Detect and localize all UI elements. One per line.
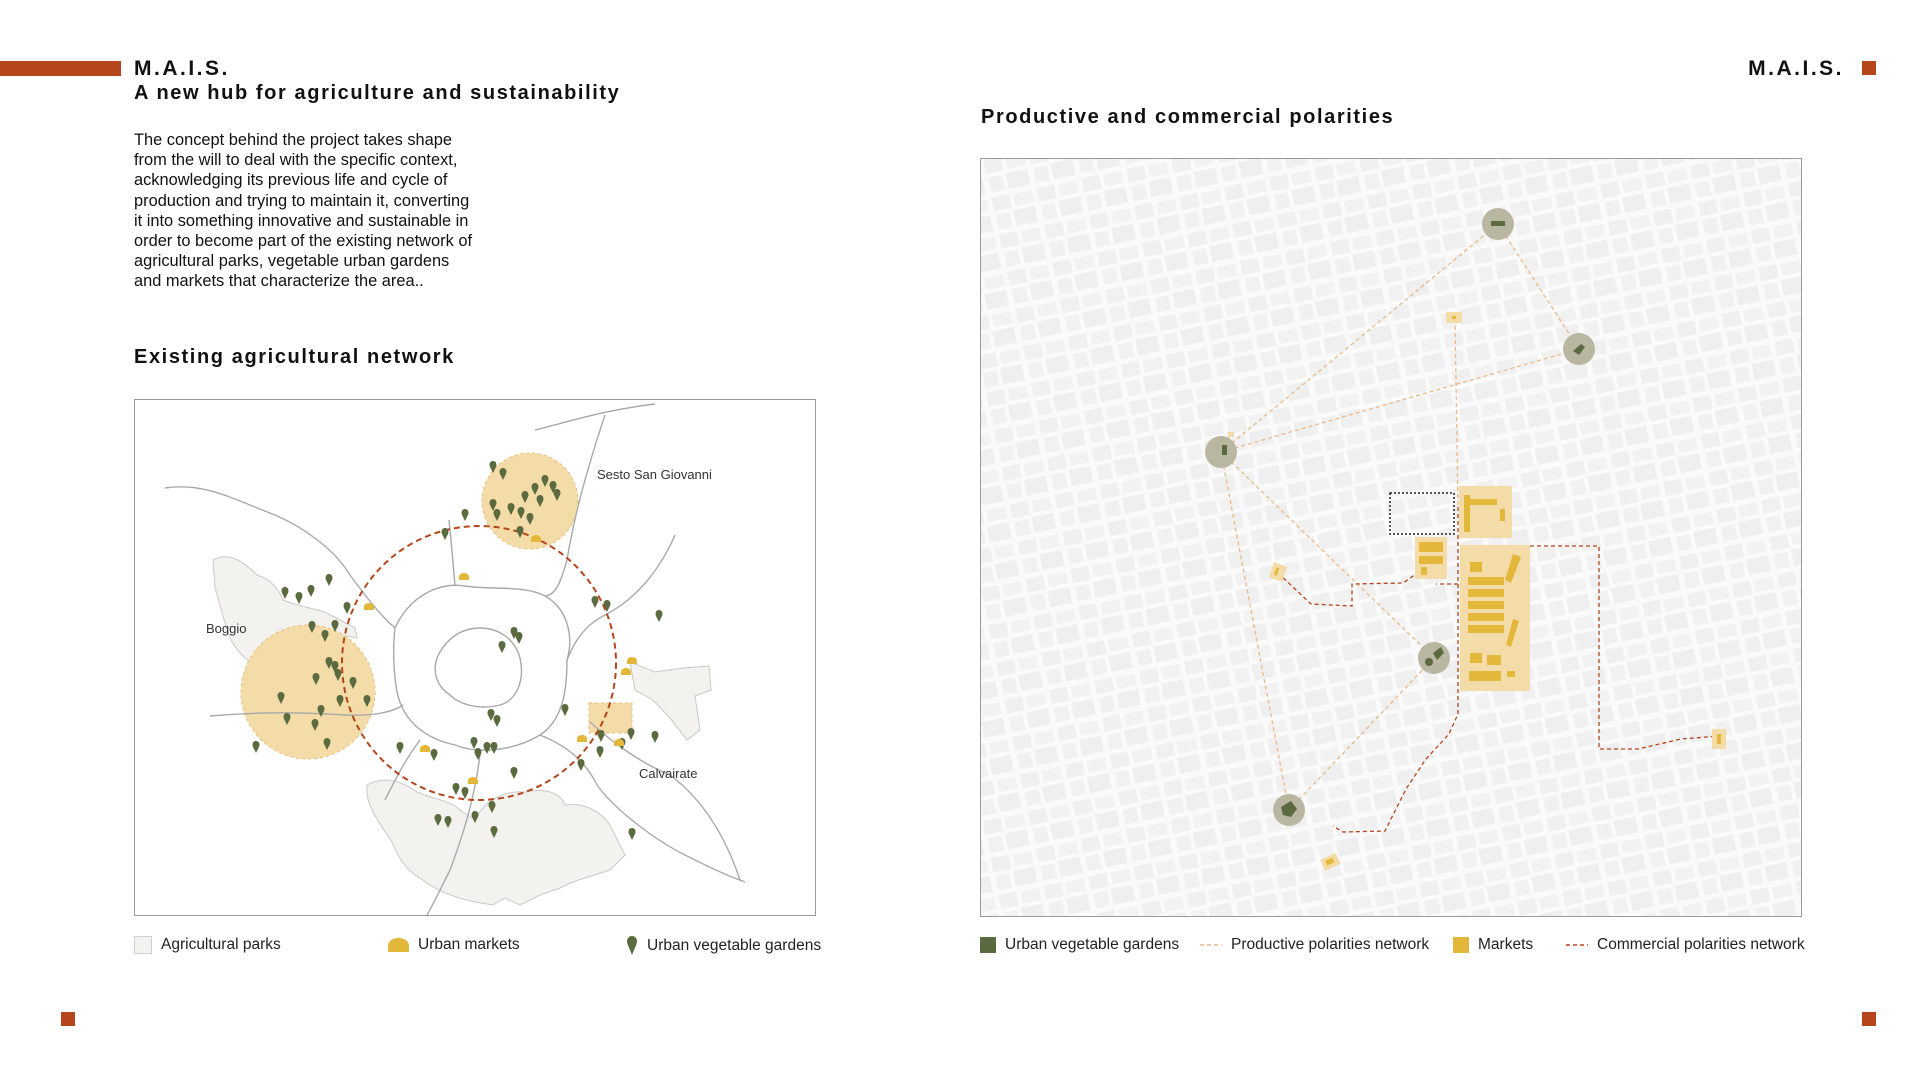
brand-title-left: M.A.I.S. — [134, 57, 230, 80]
page-subtitle: A new hub for agriculture and sustainability — [134, 82, 621, 104]
market-swatch-icon — [1453, 937, 1469, 953]
label-boggio: Boggio — [206, 621, 247, 636]
accent-bar — [0, 61, 121, 76]
corner-square-top-right — [1862, 61, 1876, 75]
legend-urban-markets — [388, 936, 520, 954]
polarities-map-svg — [981, 159, 1801, 916]
legend-commercial-network-label: Commercial polarities network — [1597, 936, 1805, 953]
corner-square-bottom-right — [1862, 1012, 1876, 1026]
label-calvairate: Calvairate — [639, 766, 698, 781]
right-map-heading: Productive and commercial polarities — [981, 106, 1395, 128]
legend-agricultural-parks-label: Agricultural parks — [161, 936, 281, 953]
market-dome-icon — [388, 938, 409, 952]
agricultural-network-map — [134, 399, 816, 916]
legend-commercial-network — [1566, 936, 1805, 954]
garden-pin-icon — [626, 936, 638, 955]
urban-markets — [364, 535, 637, 784]
legend-urban-gardens-label: Urban vegetable gardens — [647, 936, 822, 954]
label-sesto: Sesto San Giovanni — [597, 467, 712, 482]
left-map-heading: Existing agricultural network — [134, 346, 455, 368]
legend-markets-label: Markets — [1478, 936, 1534, 953]
brand-title-right: M.A.I.S. — [1748, 57, 1844, 80]
legend-productive-network-label: Productive polarities network — [1231, 936, 1430, 953]
commercial-line-icon — [1566, 943, 1588, 947]
legend-urban-gardens — [626, 936, 821, 955]
productive-line-icon — [1200, 943, 1222, 947]
corner-square-bottom-left — [61, 1012, 75, 1026]
polarities-map — [980, 158, 1802, 917]
legend-markets — [1453, 936, 1533, 954]
left-map-legend — [134, 936, 822, 960]
legend-productive-network — [1200, 936, 1429, 954]
right-map-legend — [980, 936, 1805, 960]
agricultural-park-swatch-icon — [134, 936, 152, 954]
agricultural-network-map-svg — [135, 400, 815, 915]
garden-swatch-icon — [980, 937, 996, 953]
legend-right-urban-gardens-label: Urban vegetable gardens — [1005, 936, 1180, 953]
urban-fabric — [981, 159, 1801, 916]
legend-urban-markets-label: Urban markets — [418, 936, 520, 953]
intro-paragraph: The concept behind the project takes shape from the will to deal with the specific context, acknowledging its previous life and cycle of production and trying to maintain it, converting it into something innovative and sustainable in order to become part of the existing network of agricultural parks, vegetable urban gardens and markets that characterize the area.. — [134, 131, 473, 291]
legend-right-urban-gardens — [980, 936, 1179, 954]
legend-agricultural-parks — [134, 936, 281, 954]
